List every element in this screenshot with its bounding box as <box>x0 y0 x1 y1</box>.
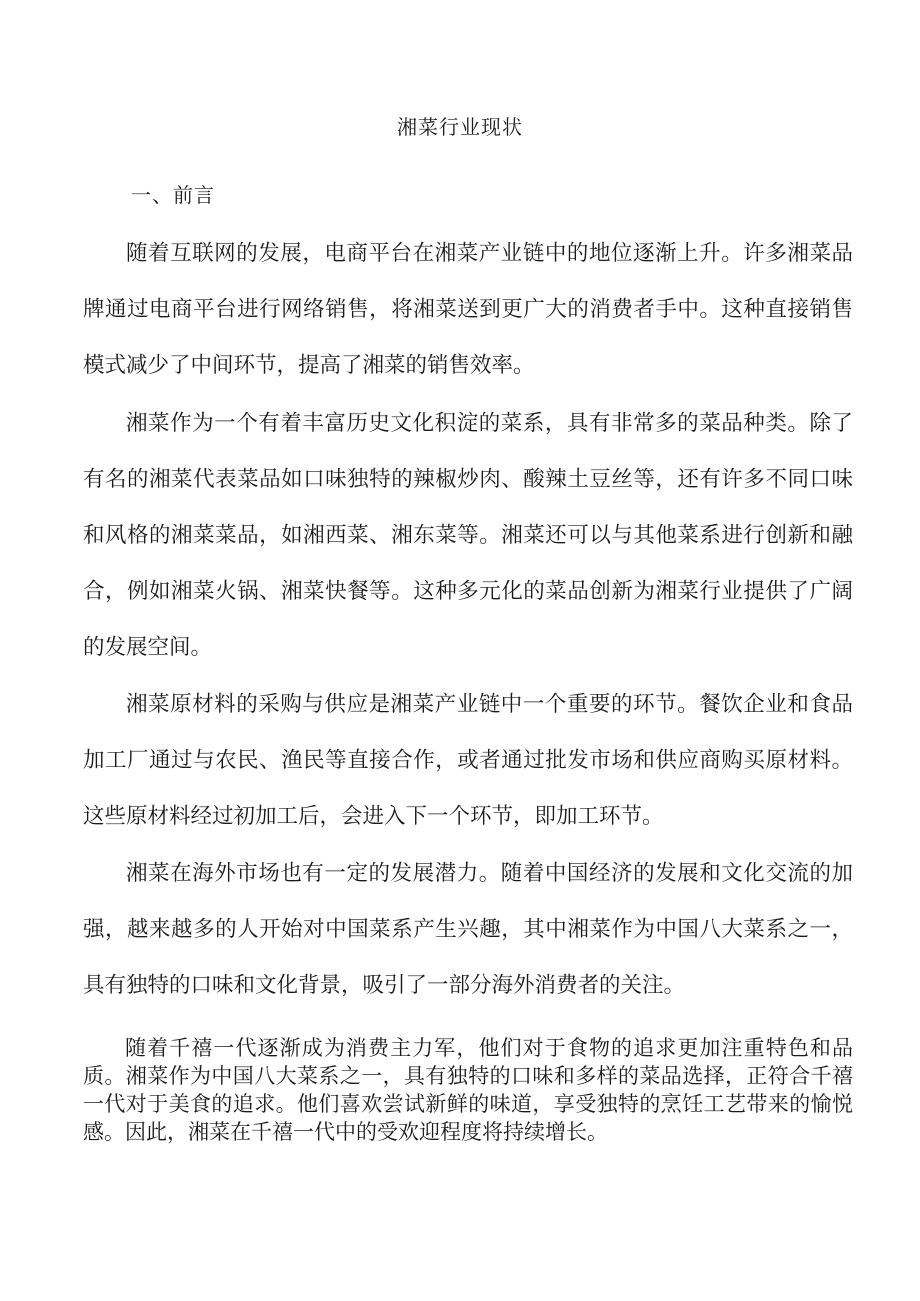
paragraph-raw-materials: 湘菜原材料的采购与供应是湘菜产业链中一个重要的环节。餐饮企业和食品加工厂通过与农民、渔民等直接合作，或者通过批发市场和供应商购买原材料。这些原材料经过初加工后，会进入下一个环节，即加工环节。 <box>83 692 853 829</box>
paragraph-dish-variety: 湘菜作为一个有着丰富历史文化积淀的菜系，具有非常多的菜品种类。除了有名的湘菜代表菜品如口味独特的辣椒炒肉、酸辣土豆丝等，还有许多不同口味和风格的湘菜菜品，如湘西菜、湘东菜等。湘菜还可以与其他菜系进行创新和融合，例如湘菜火锅、湘菜快餐等。这种多元化的菜品创新为湘菜行业提供了广阔的发展空间。 <box>83 411 853 660</box>
section-heading: 一、前言 <box>131 183 215 207</box>
paragraph-millennials: 随着千禧一代逐渐成为消费主力军，他们对于食物的追求更加注重特色和品质。湘菜作为中国八大菜系之一，具有独特的口味和多样的菜品选择，正符合千禧一代对于美食的追求。他们喜欢尝试新鲜的味道，享受独特的烹饪工艺带来的愉悦感。因此，湘菜在千禧一代中的受欢迎程度将持续增长。 <box>83 1036 853 1144</box>
paragraph-overseas-market: 湘菜在海外市场也有一定的发展潜力。随着中国经济的发展和文化交流的加强，越来越多的人开始对中国菜系产生兴趣，其中湘菜作为中国八大菜系之一，具有独特的口味和文化背景，吸引了一部分海外消费者的关注。 <box>83 861 853 998</box>
document-title: 湘菜行业现状 <box>397 115 523 139</box>
paragraph-ecommerce: 随着互联网的发展，电商平台在湘菜产业链中的地位逐渐上升。许多湘菜品牌通过电商平台进行网络销售，将湘菜送到更广大的消费者手中。这种直接销售模式减少了中间环节，提高了湘菜的销售效率。 <box>83 241 853 378</box>
